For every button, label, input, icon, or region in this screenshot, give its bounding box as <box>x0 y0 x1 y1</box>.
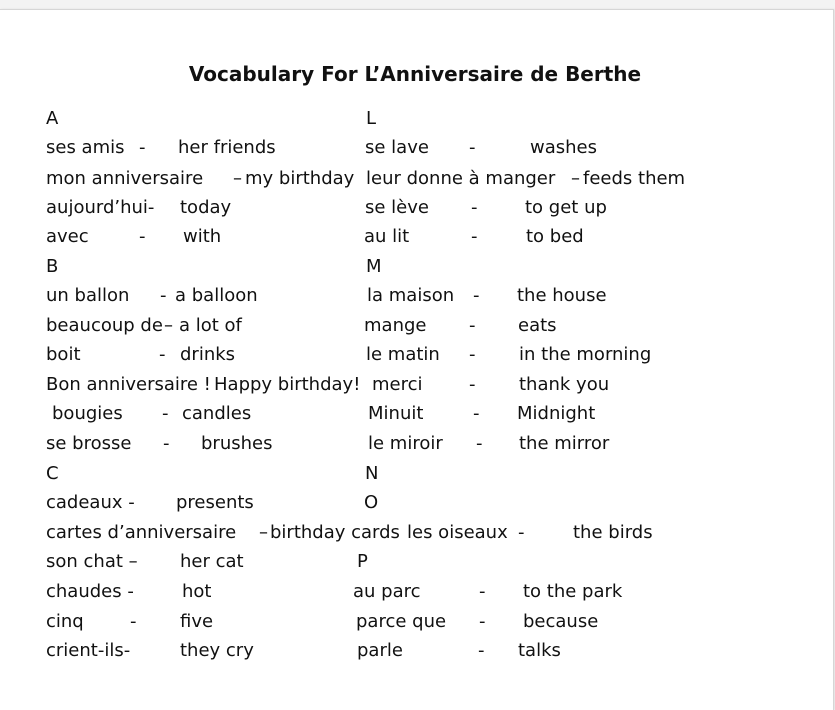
french-term: un ballon <box>46 285 130 306</box>
separator-dash: – <box>233 168 242 189</box>
separator-dash: – <box>571 168 580 189</box>
english-translation: drinks <box>180 344 236 365</box>
french-term: au parc <box>353 581 421 602</box>
letter-heading: L <box>366 108 377 129</box>
separator-dash: - <box>471 226 478 247</box>
letter-heading: P <box>357 551 368 572</box>
english-translation: five <box>180 611 214 632</box>
english-translation: a balloon <box>175 285 258 306</box>
english-translation: the birds <box>573 522 653 543</box>
letter-heading: B <box>46 256 59 277</box>
separator-dash: – <box>259 522 268 543</box>
separator-dash: - <box>469 137 476 158</box>
english-translation: birthday cards <box>270 522 400 543</box>
letter-heading: M <box>366 256 382 277</box>
page-title: Vocabulary For L’Anniversaire de Berthe <box>188 62 642 86</box>
english-translation: to get up <box>525 197 607 218</box>
separator-dash: - <box>478 640 485 661</box>
english-translation: hot <box>182 581 212 602</box>
english-translation: talks <box>518 640 561 661</box>
english-translation: they cry <box>180 640 254 661</box>
separator-dash: - <box>469 344 476 365</box>
french-term: parle <box>357 640 403 661</box>
english-translation: to the park <box>523 581 623 602</box>
separator-dash: - <box>162 403 169 424</box>
separator-dash: - <box>163 433 170 454</box>
separator-dash: – <box>164 315 173 336</box>
french-term: parce que <box>356 611 447 632</box>
french-term: crient-ils- <box>46 640 131 661</box>
separator-dash: - <box>159 344 166 365</box>
french-term: cadeaux - <box>46 492 135 513</box>
french-term: bougies <box>52 403 123 424</box>
french-term: le miroir <box>368 433 443 454</box>
english-translation: to bed <box>526 226 584 247</box>
english-translation: presents <box>176 492 254 513</box>
separator-dash: - <box>139 137 146 158</box>
french-term: mon anniversaire <box>46 168 204 189</box>
separator-dash: - <box>469 315 476 336</box>
english-translation: a lot of <box>179 315 242 336</box>
english-translation: the mirror <box>519 433 610 454</box>
english-translation: today <box>180 197 232 218</box>
french-term: cartes d’anniversaire <box>46 522 237 543</box>
french-term: se brosse <box>46 433 132 454</box>
separator-dash: - <box>130 611 137 632</box>
french-term: Minuit <box>368 403 424 424</box>
separator-dash: - <box>479 611 486 632</box>
french-term: au lit <box>364 226 410 247</box>
separator-dash: - <box>473 285 480 306</box>
separator-dash: - <box>469 374 476 395</box>
french-term: cinq <box>46 611 84 632</box>
french-term: chaudes - <box>46 581 134 602</box>
french-term: les oiseaux <box>407 522 508 543</box>
separator-dash: - <box>160 285 167 306</box>
english-translation: in the morning <box>519 344 652 365</box>
separator-dash: - <box>139 226 146 247</box>
english-translation: the house <box>517 285 607 306</box>
english-translation: brushes <box>201 433 273 454</box>
letter-heading: C <box>46 463 59 484</box>
english-translation: candles <box>182 403 252 424</box>
french-term: ses amis <box>46 137 125 158</box>
english-translation: her cat <box>180 551 244 572</box>
separator-dash: - <box>518 522 525 543</box>
english-translation: her friends <box>178 137 276 158</box>
french-term: aujourd’hui- <box>46 197 155 218</box>
english-translation: washes <box>530 137 597 158</box>
english-translation: thank you <box>519 374 610 395</box>
french-term: Bon anniversaire ! <box>46 374 211 395</box>
english-translation: feeds them <box>583 168 686 189</box>
letter-heading: O <box>364 492 379 513</box>
separator-dash: - <box>479 581 486 602</box>
separator-dash: - <box>471 197 478 218</box>
french-term: boit <box>46 344 81 365</box>
french-term: beaucoup de <box>46 315 163 336</box>
english-translation: because <box>523 611 599 632</box>
french-term: avec <box>46 226 89 247</box>
french-term: le matin <box>366 344 440 365</box>
english-translation: with <box>183 226 222 247</box>
french-term: merci <box>372 374 423 395</box>
english-translation: eats <box>518 315 557 336</box>
english-translation: Happy birthday! <box>214 374 361 395</box>
letter-heading: N <box>365 463 379 484</box>
separator-dash: - <box>473 403 480 424</box>
french-term: mange <box>364 315 427 336</box>
letter-heading: A <box>46 108 59 129</box>
english-translation: Midnight <box>517 403 596 424</box>
french-term: la maison <box>367 285 455 306</box>
separator-dash: - <box>476 433 483 454</box>
french-term: se lève <box>365 197 429 218</box>
french-term: se lave <box>365 137 429 158</box>
french-term: leur donne à manger <box>366 168 556 189</box>
english-translation: my birthday <box>245 168 355 189</box>
french-term: son chat – <box>46 551 138 572</box>
